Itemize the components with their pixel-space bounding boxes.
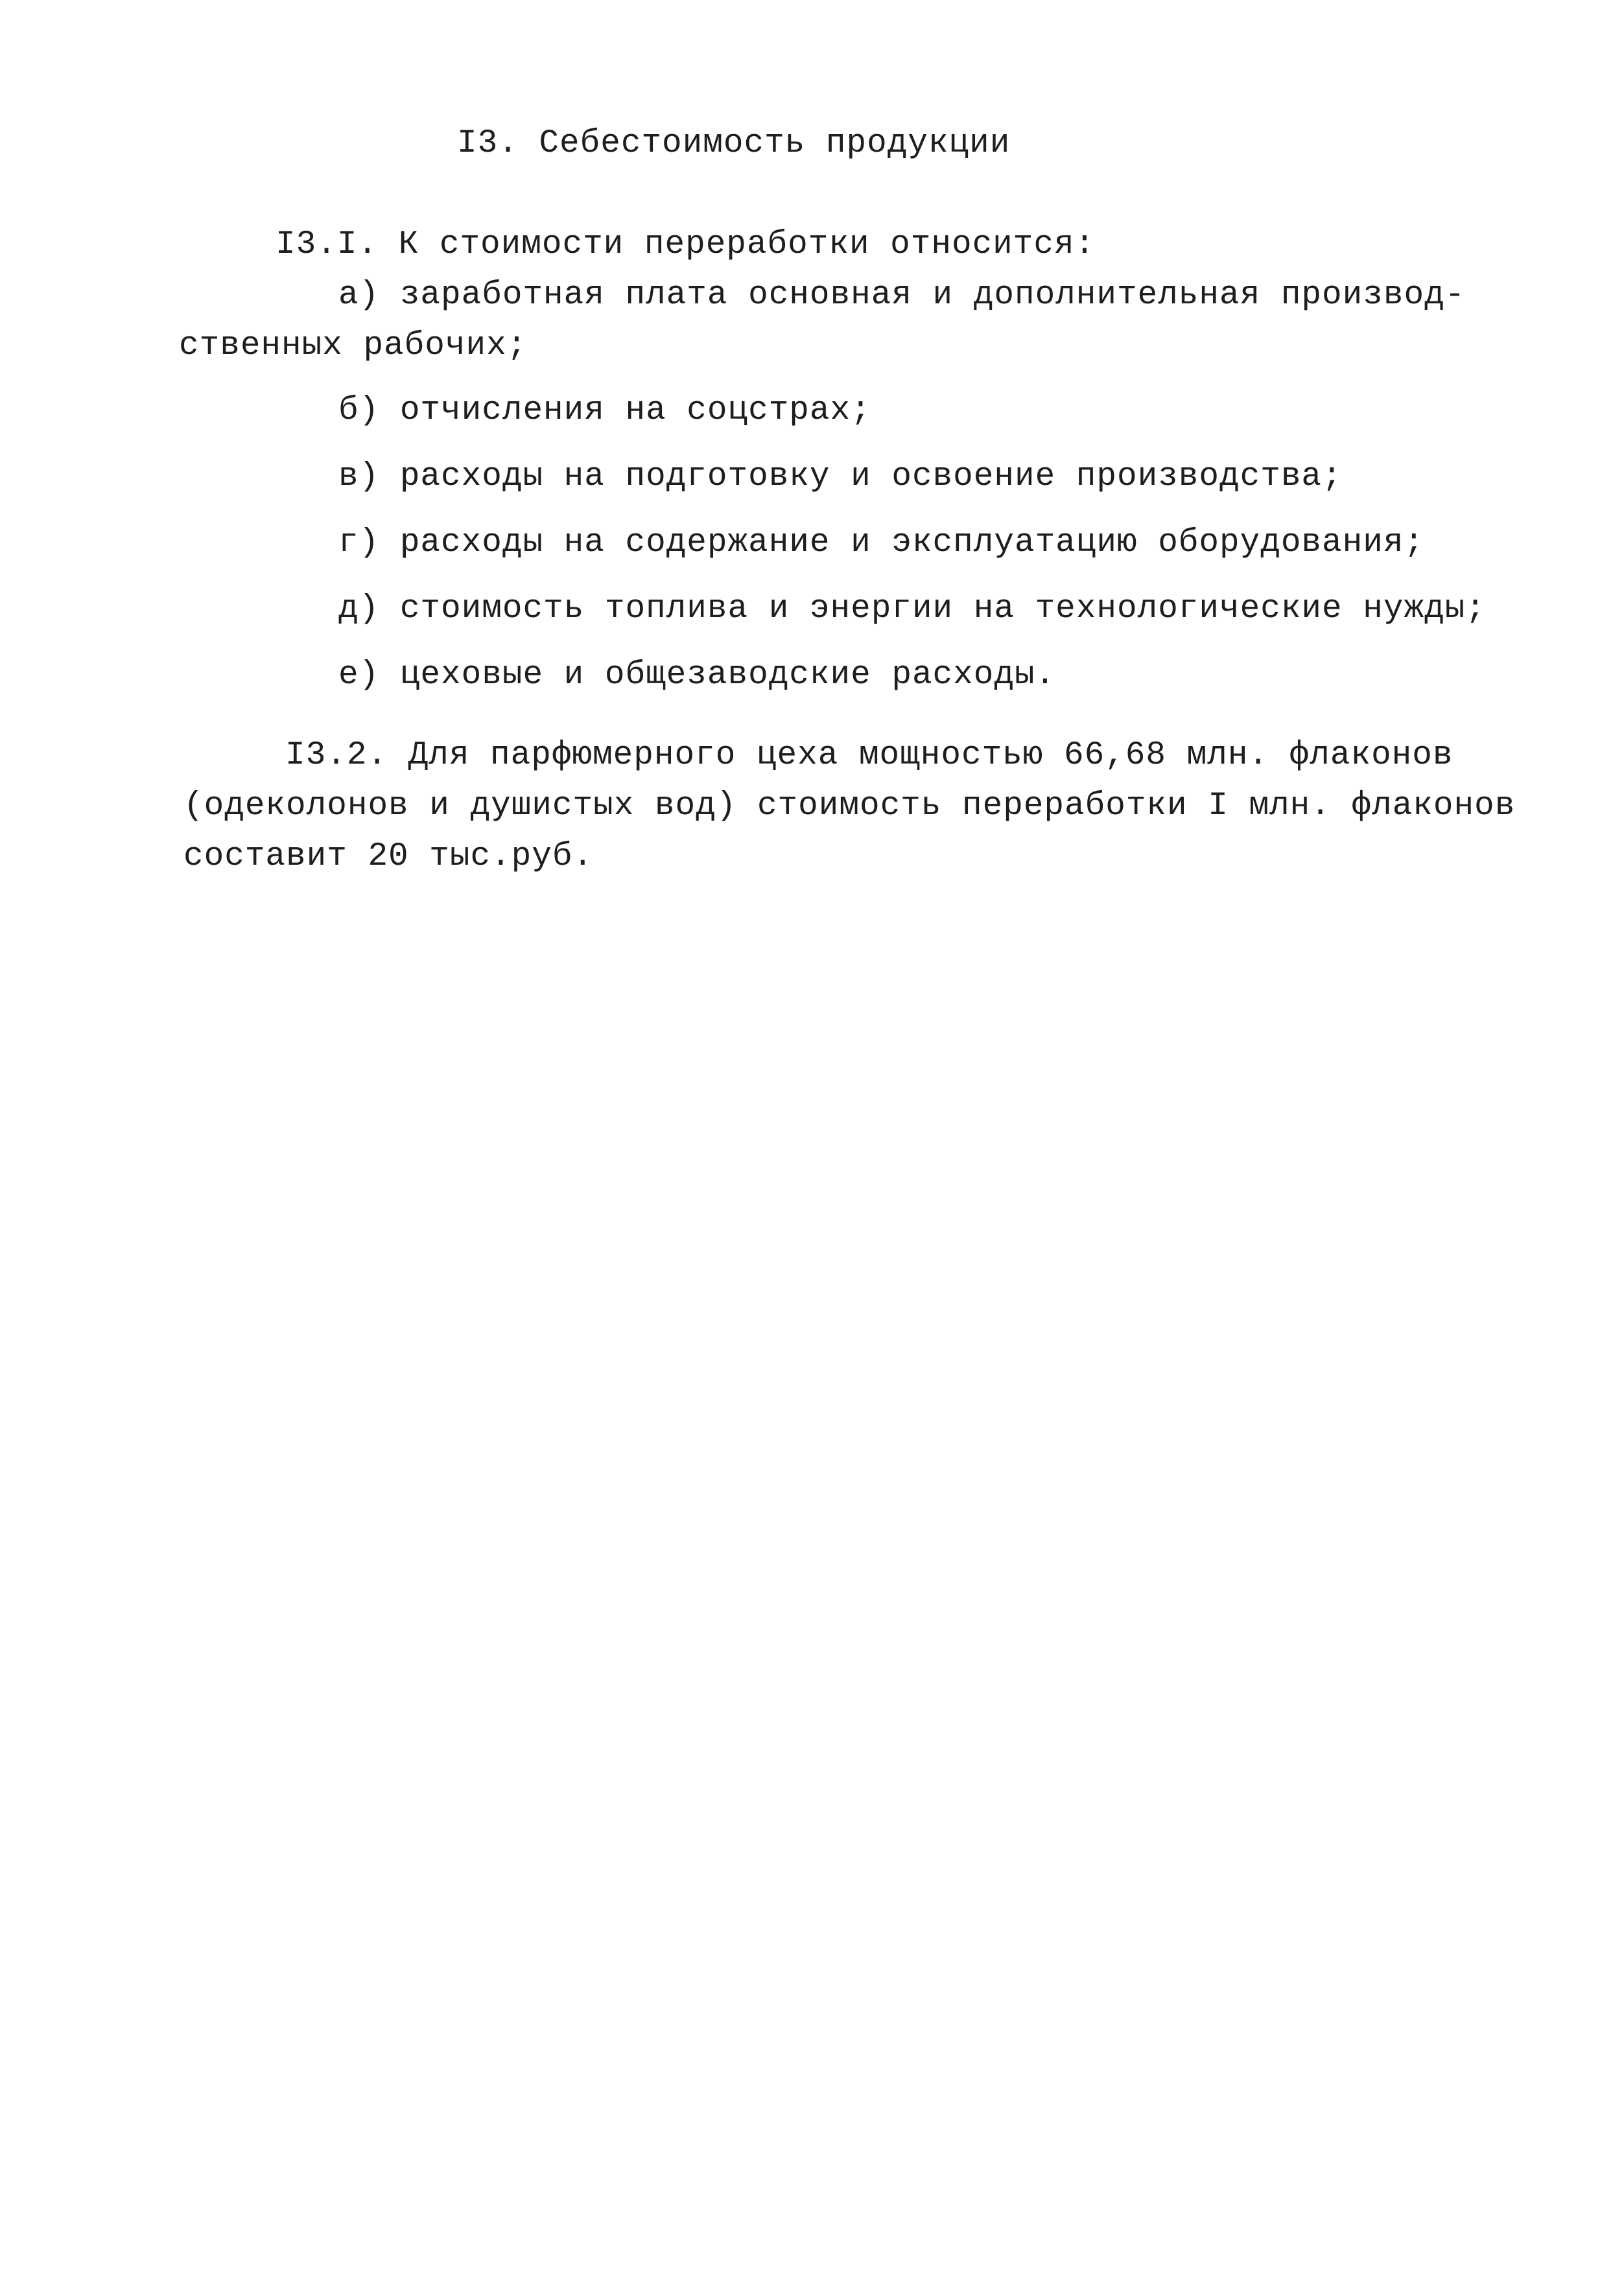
list-item-f: е) цеховые и общезаводские расходы. xyxy=(338,657,1056,694)
paragraph-13-2-line-3: составит 20 тыс.руб. xyxy=(183,838,594,875)
paragraph-13-1-intro: I3.I. К стоимости переработки относится: xyxy=(276,226,1096,263)
list-item-a-line-2: ственных рабочих; xyxy=(179,327,528,364)
section-heading: I3. Себестоимость продукции xyxy=(457,125,1011,162)
list-item-b: б) отчисления на соцстрах; xyxy=(338,392,871,429)
list-item-e: д) стоимость топлива и энергии на технологические нужды; xyxy=(338,591,1486,627)
list-item-d: г) расходы на содержание и эксплуатацию оборудования; xyxy=(338,524,1425,561)
list-item-c: в) расходы на подготовку и освоение производства; xyxy=(338,458,1343,495)
paragraph-13-2-line-2: (одеколонов и душистых вод) стоимость переработки I млн. флаконов xyxy=(183,788,1516,825)
paragraph-13-2-line-1: I3.2. Для парфюмерного цеха мощностью 66,68 млн. флаконов xyxy=(285,737,1453,774)
list-item-a-line-1: а) заработная плата основная и дополнительная производ- xyxy=(338,277,1466,314)
